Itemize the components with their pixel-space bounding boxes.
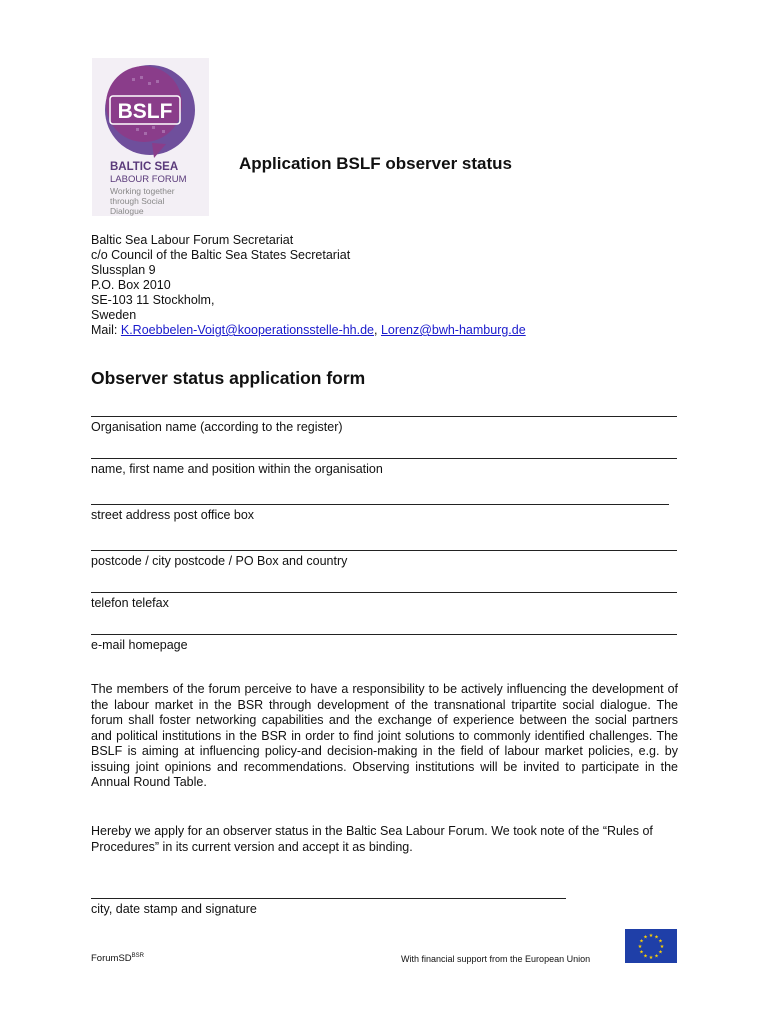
fill-line <box>91 550 677 551</box>
address-line: Baltic Sea Labour Forum Secretariat <box>91 233 294 247</box>
field-label: postcode / city postcode / PO Box and country <box>91 554 348 568</box>
mail-label: Mail: <box>91 323 121 337</box>
address-line: Sweden <box>91 308 137 322</box>
forum-description-paragraph: The members of the forum perceive to have a responsibility to be actively influencing the development of the labour market in the BSR through development of the transnational tripartite social dialogue. The forum shall foster networking capabilities and the exchange of experience between the social partners and political institutions in the BSR in order to find joint solutions to commonly identified challenges. The BSLF is aiming at influencing policy-and decision-making in the field of labour market policies, e.g. by issuing joint opinions and recommendations. Observing institutions will be invited to participate in the Annual Round Table. <box>91 682 678 789</box>
logo-tagline-3: Dialogue <box>110 206 144 216</box>
footer-left-sup: BSR <box>131 953 144 959</box>
address-line: c/o Council of the Baltic Sea States Secretariat <box>91 248 351 262</box>
eu-star-icon: ★ <box>654 934 659 941</box>
email-homepage-field[interactable] <box>91 634 677 652</box>
eu-star-icon: ★ <box>648 933 654 939</box>
contact-person-field[interactable] <box>91 458 677 476</box>
email-link-1[interactable]: K.Roebbelen-Voigt@kooperationsstelle-hh.de <box>120 323 375 337</box>
footer-forumsd <box>91 953 144 964</box>
phone-fax-field[interactable] <box>91 592 677 610</box>
form-section-title: Observer status application form <box>91 368 366 388</box>
application-statement-paragraph: Hereby we apply for an observer status in the Baltic Sea Labour Forum. We took note of the “Rules of Procedures” in its current version and accept it as binding. <box>91 824 653 854</box>
organisation-name-field[interactable] <box>91 416 677 434</box>
signature-field[interactable] <box>91 898 566 916</box>
eu-star-icon: ★ <box>643 934 648 941</box>
email-separator: , <box>374 323 381 337</box>
eu-star-icon: ★ <box>658 949 663 956</box>
fill-line <box>91 898 566 899</box>
street-address-field[interactable] <box>91 504 669 522</box>
field-label: street address post office box <box>91 508 255 522</box>
fill-line <box>91 634 677 635</box>
postcode-city-field[interactable] <box>91 550 677 568</box>
address-line: SE-103 11 Stockholm, <box>91 293 215 307</box>
field-label: Organisation name (according to the register) <box>91 420 343 434</box>
eu-star-icon: ★ <box>639 949 644 956</box>
bslf-logo <box>92 58 209 216</box>
logo-badge-text: BSLF <box>117 100 173 123</box>
footer-left-text: ForumSD <box>91 953 132 965</box>
field-label: city, date stamp and signature <box>91 902 257 916</box>
logo-line1: BALTIC SEA <box>110 161 179 173</box>
mail-line <box>91 323 526 338</box>
eu-star-icon: ★ <box>658 938 663 945</box>
eu-star-icon: ★ <box>637 944 643 950</box>
fill-line <box>91 504 669 505</box>
logo-tagline-2: through Social <box>110 196 165 206</box>
address-line: Slussplan 9 <box>91 263 156 277</box>
fill-line <box>91 416 677 417</box>
email-link-2[interactable]: Lorenz@bwh-hamburg.de <box>380 323 526 337</box>
document-title: Application BSLF observer status <box>239 154 512 173</box>
fill-line <box>91 458 677 459</box>
field-label: e-mail homepage <box>91 638 188 652</box>
fill-line <box>91 592 677 593</box>
eu-star-icon: ★ <box>654 953 659 960</box>
eu-star-icon: ★ <box>659 944 665 950</box>
secretariat-address <box>91 233 526 338</box>
eu-star-icon: ★ <box>639 938 644 945</box>
footer-eu-support: With financial support from the European Union <box>401 954 591 964</box>
eu-star-icon: ★ <box>648 955 654 961</box>
eu-flag-icon <box>625 929 677 963</box>
field-label: telefon telefax <box>91 596 169 610</box>
address-line: P.O. Box 2010 <box>91 278 171 292</box>
eu-star-icon: ★ <box>643 953 648 960</box>
logo-tagline-1: Working together <box>110 186 175 196</box>
field-label: name, first name and position within the organisation <box>91 462 383 476</box>
logo-line2: LABOUR FORUM <box>110 174 187 185</box>
